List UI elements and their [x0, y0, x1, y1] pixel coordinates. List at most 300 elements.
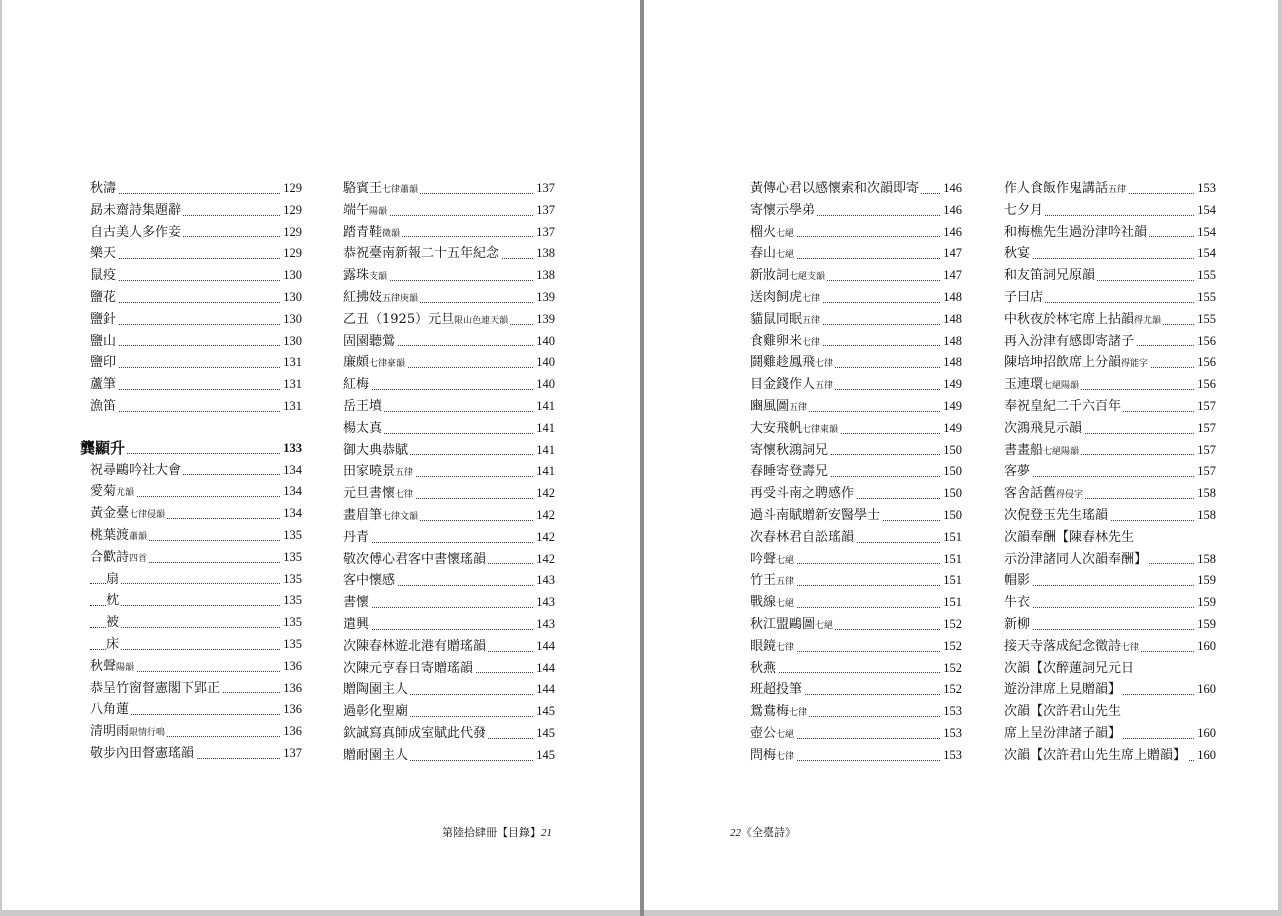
entry-page-number: 131 — [281, 396, 302, 418]
entry-page-number: 129 — [281, 200, 302, 222]
entry-page-number: 157 — [1195, 396, 1216, 418]
toc-entry — [750, 679, 962, 701]
entry-page-number: 143 — [534, 570, 555, 592]
entry-title-text: 示汾津諸同人次韻奉酬】 — [1004, 551, 1148, 567]
entry-title-text: 被 — [106, 615, 120, 631]
entry-title-text: 過彰化聖廟 — [343, 704, 409, 720]
entry-title-text: 榴火 — [750, 224, 777, 240]
entry-title-text: 黃傳心君以感懷索和次韻即寄 — [750, 181, 920, 196]
entry-page-number: 154 — [1195, 222, 1216, 244]
toc-entry — [343, 396, 555, 418]
entry-title — [1004, 203, 1045, 218]
entry-title — [90, 225, 183, 240]
entry-title-text: 鹽山 — [90, 333, 117, 349]
toc-entry — [1004, 483, 1216, 505]
entry-title — [106, 572, 121, 587]
entry-title — [1004, 290, 1045, 305]
entry-annotation: 七絕 — [776, 599, 795, 610]
entry-page-number: 137 — [534, 222, 555, 244]
entry-title-text: 眼鏡 — [750, 638, 777, 654]
entry-page-number: 141 — [534, 440, 555, 462]
toc-entry — [90, 503, 302, 525]
entry-title — [90, 246, 118, 261]
toc-entry — [343, 222, 555, 244]
entry-title — [90, 268, 118, 283]
entry-title-text: 鬪雞趁鳳飛 — [750, 355, 816, 371]
entry-page-number: 133 — [281, 438, 302, 460]
entry-annotation: 七絕 — [776, 555, 795, 566]
entry-title — [750, 334, 822, 349]
entry-title — [1004, 399, 1123, 414]
entry-page-number: 153 — [941, 701, 962, 723]
entry-title-text: 秋聲 — [90, 658, 117, 674]
entry-title-text: 乙丑（1925）元旦 — [343, 311, 455, 327]
entry-title — [750, 682, 804, 697]
page-footer-right — [730, 824, 796, 840]
entry-page-number: 142 — [534, 549, 555, 571]
entry-page-number: 154 — [1195, 243, 1216, 265]
toc-entry — [1004, 178, 1216, 200]
entry-page-number: 151 — [941, 570, 962, 592]
entry-title — [750, 595, 796, 610]
entry-title — [90, 355, 118, 370]
entry-page-number: 155 — [1195, 287, 1216, 309]
toc-entry — [750, 636, 962, 658]
entry-title — [343, 399, 384, 414]
entry-page-number: 130 — [281, 265, 302, 287]
entry-title — [750, 486, 856, 501]
entry-title-text: 贈耐園主人 — [343, 747, 409, 763]
entry-page-number: 146 — [941, 200, 962, 222]
entry-page-number: 151 — [941, 549, 962, 571]
entry-page-number: 153 — [941, 745, 962, 767]
entry-title-text: 春山 — [750, 246, 777, 262]
entry-title — [90, 290, 118, 305]
entry-title-text: 岳王墳 — [343, 398, 383, 414]
entry-title — [750, 748, 796, 763]
entry-annotation: 七絕 — [815, 620, 834, 631]
entry-page-number: 149 — [941, 396, 962, 418]
entry-title — [90, 550, 149, 565]
entry-page-number: 131 — [281, 352, 302, 374]
toc-entry — [90, 200, 302, 222]
entry-title — [750, 268, 827, 283]
toc-entry — [90, 634, 302, 656]
entry-title-text: 駱賓王 — [343, 181, 383, 196]
toc-entry — [1004, 222, 1216, 244]
entry-page-number: 130 — [281, 287, 302, 309]
dot-leader — [90, 280, 302, 281]
entry-title — [90, 484, 136, 499]
entry-page-number: 157 — [1195, 461, 1216, 483]
entry-annotation: 限情行鳴 — [129, 728, 166, 739]
entry-title — [750, 421, 840, 436]
dot-leader — [1004, 476, 1216, 477]
entry-title-text: 鴛鴦梅 — [750, 704, 790, 720]
entry-title-text: 作人食飯作鬼講話 — [1004, 181, 1109, 196]
entry-page-number: 150 — [941, 440, 962, 462]
toc-entry — [343, 309, 555, 331]
entry-title-text: 和梅樵先生過汾津吟社韻 — [1004, 224, 1148, 240]
entry-title-text: 豳風圖 — [750, 398, 790, 414]
entry-title-text: 紅拂妓 — [343, 289, 383, 305]
entry-title-text: 贈陶園主人 — [343, 682, 409, 698]
entry-page-number: 158 — [1195, 505, 1216, 527]
entry-page-number: 148 — [941, 352, 962, 374]
entry-title-text: 露珠 — [343, 268, 370, 284]
entry-title — [343, 682, 410, 697]
entry-page-number: 144 — [534, 658, 555, 680]
entry-title-text: 目金錢作人 — [750, 377, 816, 393]
toc-entry — [1004, 396, 1216, 418]
entry-title — [1004, 246, 1032, 261]
entry-title-text: 樂天 — [90, 246, 117, 262]
toc-entry — [90, 178, 302, 200]
toc-entry — [1004, 418, 1216, 440]
entry-annotation: 陽韻 — [369, 206, 388, 217]
entry-title-text: 春睡寄登壽兄 — [750, 464, 829, 480]
entry-title — [343, 748, 410, 763]
entry-title — [343, 464, 415, 479]
toc-entry — [343, 679, 555, 701]
entry-title-text: 勗未齋詩集題辭 — [90, 202, 182, 218]
entry-title — [1004, 552, 1149, 567]
entry-title-text: 接天寺落成紀念徵詩 — [1004, 638, 1122, 654]
entry-title-text: 客舍話舊 — [1004, 486, 1057, 502]
entry-page-number: 147 — [941, 243, 962, 265]
toc-entry — [1004, 658, 1216, 680]
toc-entry — [90, 481, 302, 503]
entry-title-text: 寄懷示學弟 — [750, 202, 816, 218]
entry-title — [1004, 573, 1032, 588]
entry-page-number: 134 — [281, 503, 302, 525]
entry-page-number: 152 — [941, 658, 962, 680]
entry-title — [750, 552, 796, 567]
toc-entry — [750, 505, 962, 527]
entry-title — [90, 181, 118, 196]
entry-page-number: 153 — [1195, 178, 1216, 200]
entry-title-text: 寄懷秋鴻詞兄 — [750, 442, 829, 458]
entry-title — [343, 334, 397, 349]
entry-title-text: 踏青鞋 — [343, 224, 383, 240]
entry-title — [750, 661, 778, 676]
entry-title — [750, 704, 809, 719]
entry-annotation: 得尤韻 — [1134, 315, 1162, 326]
entry-title — [343, 312, 510, 327]
entry-title-text: 御大典恭賦 — [343, 442, 409, 458]
entry-title-text: 次陳春林遊北港有贈瑤韻 — [343, 638, 487, 654]
toc-entry — [343, 483, 555, 505]
toc-entry — [343, 570, 555, 592]
entry-title-text: 秋燕 — [750, 660, 777, 676]
entry-title — [750, 225, 796, 240]
entry-title-text: 黃金臺 — [90, 506, 130, 522]
entry-page-number: 150 — [941, 461, 962, 483]
toc-entry — [343, 418, 555, 440]
entry-page-number: 139 — [534, 309, 555, 331]
entry-annotation: 七律蕭韻 — [382, 185, 419, 195]
footer-title: 《全臺詩》 — [741, 826, 796, 839]
entry-title — [343, 704, 410, 719]
entry-title — [750, 377, 835, 392]
entry-page-number: 129 — [281, 178, 302, 200]
entry-page-number: 139 — [534, 287, 555, 309]
entry-page-number: 136 — [281, 721, 302, 743]
entry-page-number: 145 — [534, 701, 555, 723]
entry-page-number: 143 — [534, 614, 555, 636]
entry-title-text: 楊太真 — [343, 420, 383, 436]
entry-page-number: 129 — [281, 222, 302, 244]
entry-page-number: 137 — [534, 200, 555, 222]
toc-entry — [343, 331, 555, 353]
entry-annotation: 七律侵韻 — [129, 510, 166, 521]
toc-entry — [750, 461, 962, 483]
dot-leader — [90, 345, 302, 346]
entry-page-number: 152 — [941, 679, 962, 701]
entry-title — [750, 246, 796, 261]
entry-title — [1004, 334, 1136, 349]
entry-page-number: 158 — [1195, 549, 1216, 571]
entry-page-number: 135 — [281, 547, 302, 569]
entry-annotation: 七絕 — [776, 228, 795, 239]
entry-annotation: 七律 — [776, 751, 795, 762]
dot-leader — [1004, 607, 1216, 608]
toc-entry — [343, 265, 555, 287]
entry-title — [750, 464, 830, 479]
entry-page-number: 146 — [941, 222, 962, 244]
entry-title — [750, 290, 822, 305]
entry-title-text: 新柳 — [1004, 616, 1031, 632]
entry-title-text: 玉連環 — [1004, 377, 1044, 393]
entry-title — [343, 355, 407, 370]
entry-title-text: 蘆筆 — [90, 377, 117, 393]
entry-annotation: 五律 — [789, 402, 808, 413]
entry-title — [343, 246, 501, 261]
entry-title — [90, 463, 183, 478]
entry-title — [1004, 704, 1123, 719]
footer-title: 第陸拾肆冊【目錄】 — [442, 826, 541, 839]
entry-annotation: 五律 — [815, 381, 834, 392]
entry-title — [1004, 355, 1150, 370]
entry-title-text: 枕 — [106, 593, 120, 609]
dot-leader — [343, 607, 555, 608]
entry-title — [343, 661, 475, 676]
entry-page-number: 156 — [1195, 374, 1216, 396]
entry-annotation: 七律文韻 — [382, 511, 419, 522]
toc-entry — [750, 440, 962, 462]
entry-annotation: 七律 — [802, 337, 821, 348]
entry-page-number: 134 — [281, 481, 302, 503]
entry-title-text: 再受斗南之聘感作 — [750, 486, 855, 502]
toc-entry — [1004, 570, 1216, 592]
entry-title — [90, 724, 167, 739]
entry-annotation: 四首 — [129, 553, 148, 564]
entry-page-number: 157 — [1195, 440, 1216, 462]
dot-leader — [1004, 629, 1216, 630]
toc-entry — [90, 243, 302, 265]
toc-entry — [750, 309, 962, 331]
entry-title-text: 鹽花 — [90, 289, 117, 305]
entry-title-text: 漁笛 — [90, 398, 117, 414]
toc-entry — [343, 461, 555, 483]
entry-title — [343, 486, 415, 501]
entry-page-number: 130 — [281, 309, 302, 331]
entry-page-number: 159 — [1195, 614, 1216, 636]
dot-leader — [343, 629, 555, 630]
entry-page-number: 148 — [941, 287, 962, 309]
entry-title — [90, 528, 149, 543]
entry-page-number: 141 — [534, 418, 555, 440]
entry-title — [90, 746, 196, 761]
dot-leader — [343, 389, 555, 390]
entry-title — [90, 659, 136, 674]
toc-entry — [343, 614, 555, 636]
toc-entry — [90, 309, 302, 331]
entry-page-number: 135 — [281, 525, 302, 547]
toc-entry — [343, 440, 555, 462]
entry-title-text: 次韻【次醉蓮詞兄元日 — [1004, 660, 1135, 676]
entry-page-number: 147 — [941, 265, 962, 287]
entry-page-number: 135 — [281, 634, 302, 656]
dot-leader — [90, 583, 302, 584]
entry-page-number: 143 — [534, 592, 555, 614]
toc-entry — [1004, 265, 1216, 287]
dot-leader — [90, 367, 302, 368]
entry-annotation: 七律 — [776, 642, 795, 653]
entry-title — [1004, 508, 1110, 523]
toc-entry — [343, 352, 555, 374]
entry-title — [1004, 682, 1123, 697]
entry-title — [343, 617, 371, 632]
entry-title — [1004, 595, 1032, 610]
entry-page-number: 160 — [1195, 723, 1216, 745]
entry-title-text: 班超投筆 — [750, 682, 803, 698]
entry-annotation: 七絕 — [776, 250, 795, 261]
entry-title-text: 敬步內田督憲瑤韻 — [90, 745, 195, 761]
toc-entry — [1004, 723, 1216, 745]
entry-title-text: 貓鼠同眠 — [750, 311, 803, 327]
entry-title-text: 紅梅 — [343, 377, 370, 393]
entry-title-text: 吟聲 — [750, 551, 777, 567]
toc-entry — [343, 287, 555, 309]
toc-entry — [750, 265, 962, 287]
entry-page-number: 140 — [534, 374, 555, 396]
toc-entry — [750, 527, 962, 549]
entry-title-text: 遣興 — [343, 616, 370, 632]
entry-annotation: 七律 — [395, 490, 414, 501]
entry-annotation: 限山色連天韻 — [454, 315, 509, 326]
toc-entry — [90, 265, 302, 287]
toc-entry — [1004, 549, 1216, 571]
entry-title — [750, 639, 796, 654]
toc-entry — [343, 658, 555, 680]
entry-page-number: 141 — [534, 396, 555, 418]
toc-entry — [1004, 243, 1216, 265]
toc-entry — [1004, 200, 1216, 222]
entry-title — [343, 639, 488, 654]
entry-title-text: 中秋夜於林宅席上拈韻 — [1004, 311, 1135, 327]
entry-title — [343, 203, 389, 218]
entry-title — [1004, 726, 1123, 741]
entry-page-number: 148 — [941, 309, 962, 331]
entry-title-text: 次韻奉酬【陳春林先生 — [1004, 529, 1135, 545]
dot-leader — [90, 193, 302, 194]
entry-page-number: 131 — [281, 374, 302, 396]
toc-entry — [343, 723, 555, 745]
toc-entry — [90, 590, 302, 612]
toc-entry — [750, 352, 962, 374]
entry-page-number: 149 — [941, 374, 962, 396]
entry-page-number: 141 — [534, 461, 555, 483]
toc-entry — [343, 178, 555, 200]
entry-page-number: 155 — [1195, 265, 1216, 287]
entry-title — [90, 702, 131, 717]
entry-annotation: 七絕 — [776, 729, 795, 740]
entry-title — [90, 334, 118, 349]
toc-entry — [1004, 701, 1216, 723]
toc-entry — [750, 200, 962, 222]
toc-entry — [90, 525, 302, 547]
entry-title-text: 次春林君自訟瑤韻 — [750, 529, 855, 545]
entry-title — [106, 637, 121, 652]
toc-entry — [1004, 331, 1216, 353]
entry-page-number: 137 — [534, 178, 555, 200]
toc-entry — [750, 243, 962, 265]
entry-page-number: 145 — [534, 745, 555, 767]
toc-entry — [1004, 527, 1216, 549]
entry-page-number: 160 — [1195, 636, 1216, 658]
entry-title-text: 八角蓮 — [90, 702, 130, 718]
toc-entry — [750, 592, 962, 614]
entry-title — [343, 421, 384, 436]
entry-annotation: 尤韻 — [116, 488, 135, 499]
toc-entry — [1004, 614, 1216, 636]
dot-leader — [1004, 585, 1216, 586]
toc-entry — [90, 699, 302, 721]
toc-entry — [90, 331, 302, 353]
entry-annotation: 支韻 — [369, 272, 388, 283]
entry-title-text: 書畫船 — [1004, 442, 1044, 458]
entry-title-text: 桃葉渡 — [90, 527, 130, 543]
entry-title — [750, 312, 822, 327]
toc-entry — [750, 570, 962, 592]
entry-title-text: 祝尋鷗吟社大會 — [90, 462, 182, 478]
entry-page-number: 142 — [534, 483, 555, 505]
entry-title-text: 竹王 — [750, 573, 777, 589]
entry-title — [343, 377, 371, 392]
toc-entry — [750, 745, 962, 767]
entry-page-number: 136 — [281, 656, 302, 678]
entry-page-number: 130 — [281, 331, 302, 353]
entry-title — [750, 355, 835, 370]
entry-title — [1004, 530, 1136, 545]
entry-title-text: 欽誠寫真師成室賦此代發 — [343, 725, 487, 741]
entry-title-text: 鼠疫 — [90, 268, 117, 284]
toc-entry — [90, 222, 302, 244]
entry-title — [1004, 748, 1188, 763]
entry-annotation: 七律豪韻 — [369, 359, 406, 370]
entry-title-text: 次陳元亨春日寄贈瑤韻 — [343, 660, 474, 676]
entry-title — [750, 181, 921, 196]
entry-page-number: 158 — [1195, 483, 1216, 505]
entry-annotation: 得能字 — [1121, 359, 1149, 370]
entry-title — [343, 508, 420, 523]
toc-entry — [750, 723, 962, 745]
entry-title — [106, 615, 121, 630]
entry-title — [343, 225, 402, 240]
entry-title-text: 秋濤 — [90, 181, 117, 196]
entry-annotation: 陽韻 — [116, 662, 135, 673]
